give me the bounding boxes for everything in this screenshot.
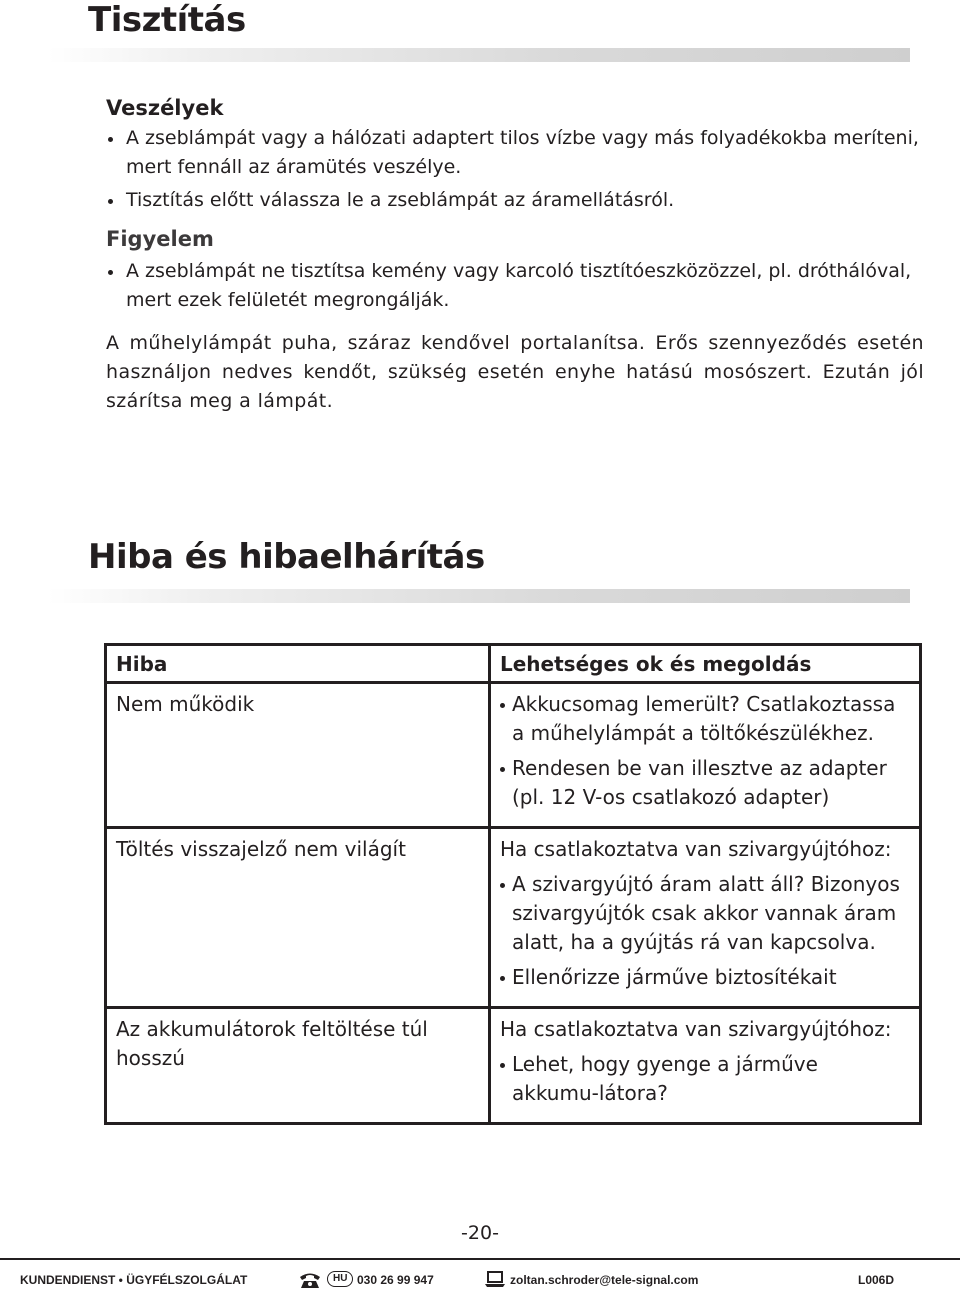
footer-email[interactable]: zoltan.schroder@tele-signal.com (510, 1273, 699, 1287)
list-item: A zseblámpát vagy a hálózati adaptert tilos vízbe vagy más folyadékokba meríteni, mert fennáll az áramütés veszélye. (106, 124, 924, 182)
laptop-icon (484, 1271, 506, 1288)
fault-cell: Nem működik (106, 683, 490, 828)
list-item: Tisztítás előtt válassza le a zseblámpát az áramellátásról. (106, 186, 924, 215)
dangers-list (106, 124, 924, 215)
solution-intro: Ha csatlakoztatva van szivargyújtóhoz: (500, 1017, 892, 1041)
list-item: Rendesen be van illesztve az adapter (pl. 12 V-os csatlakozó adapter) (500, 754, 910, 812)
dangers-heading: Veszélyek (106, 96, 224, 120)
solution-cell (490, 1008, 921, 1124)
solution-cell (490, 828, 921, 1008)
phone-icon (298, 1271, 322, 1289)
solution-list (500, 690, 910, 812)
column-header-solution: Lehetséges ok és megoldás (490, 645, 921, 683)
attention-list (106, 257, 924, 315)
column-header-fault: Hiba (106, 645, 490, 683)
table-row (106, 828, 921, 1008)
country-badge: HU (327, 1271, 353, 1287)
table-row (106, 1008, 921, 1124)
table-row (106, 683, 921, 828)
troubleshooting-table (104, 643, 922, 1125)
footer-service-label: KUNDENDIENST • ÜGYFÉLSZOLGÁLAT (20, 1273, 248, 1287)
solution-cell (490, 683, 921, 828)
footer-phone: 030 26 99 947 (357, 1273, 434, 1287)
title-rule (48, 589, 910, 603)
cleaning-section (106, 96, 924, 416)
footer-model: L006D (858, 1273, 895, 1287)
list-item: Ellenőrizze járműve biztosítékait (500, 963, 910, 992)
fault-cell: Töltés visszajelző nem világít (106, 828, 490, 1008)
cleaning-title: Tisztítás (88, 0, 246, 40)
fault-cell: Az akkumulátorok feltöltése túl hosszú (106, 1008, 490, 1124)
footer-rule (0, 1258, 960, 1260)
page-number: -20- (461, 1222, 499, 1244)
list-item: Lehet, hogy gyenge a járműve akkumu-látora? (500, 1050, 910, 1108)
cleaning-paragraph: A műhelylámpát puha, száraz kendővel portalanítsa. Erős szennyeződés esetén használjon nedves kendőt, szükség esetén enyhe hatású mosószert. Ezután jól szárítsa meg a lámpát. (106, 332, 924, 412)
solution-intro: Ha csatlakoztatva van szivargyújtóhoz: (500, 837, 892, 861)
title-rule (48, 48, 910, 62)
list-item: A szivargyújtó áram alatt áll? Bizonyos szivargyújtók csak akkor vannak áram alatt, ha a gyújtás rá van kapcsolva. (500, 870, 910, 957)
solution-list (500, 1050, 910, 1108)
attention-heading: Figyelem (106, 227, 214, 251)
troubleshooting-title: Hiba és hibaelhárítás (88, 537, 485, 577)
table-header-row (106, 645, 921, 683)
solution-list (500, 870, 910, 992)
list-item: Akkucsomag lemerült? Csatlakoztassa a műhelylámpát a töltőkészülékhez. (500, 690, 910, 748)
list-item: A zseblámpát ne tisztítsa kemény vagy karcoló tisztítóeszközözzel, pl. dróthálóval, mert ezek felületét megrongálják. (106, 257, 924, 315)
